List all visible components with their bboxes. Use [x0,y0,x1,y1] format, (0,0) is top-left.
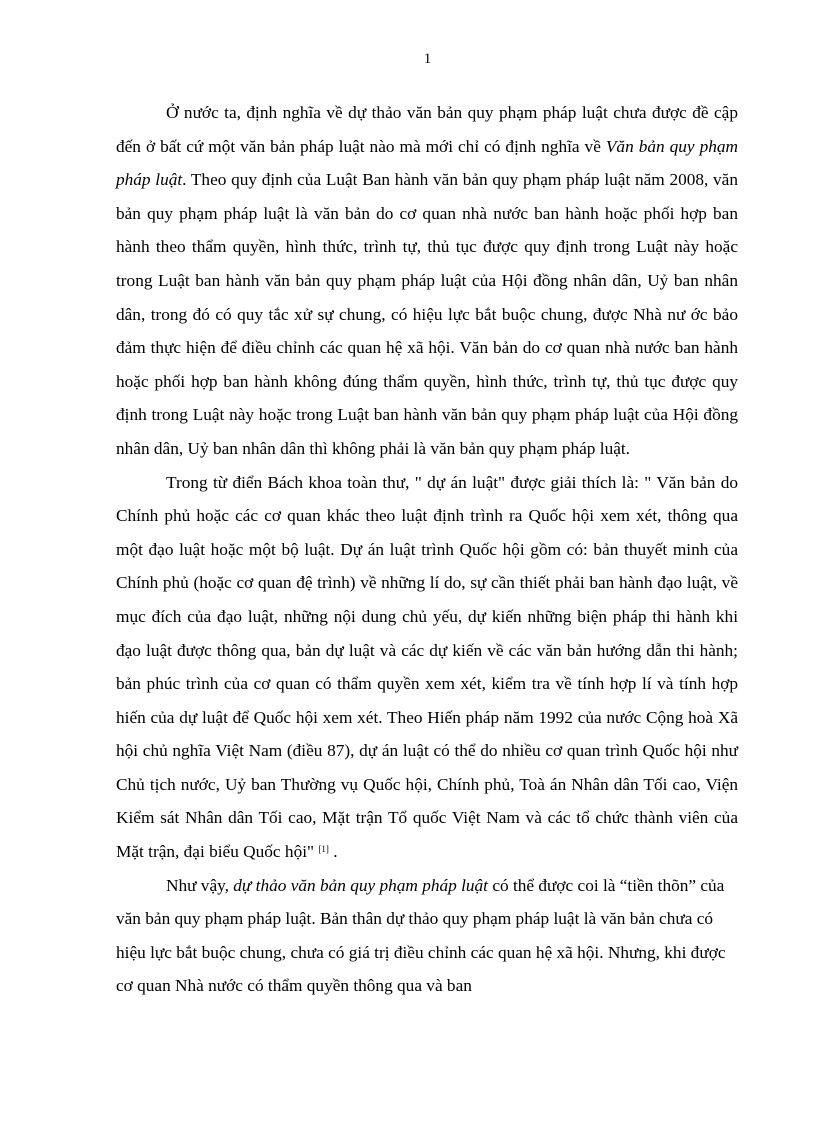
paragraph-3-text-c: có thể được coi là “tiền thõn” của văn bản quy phạm pháp luật. Bản thân dự thảo quy phạm pháp luật là văn bản chưa có hiệu lực bắt buộc chung, chưa có giá trị điều chỉnh các quan hệ xã hội. Nhưng, khi được cơ quan Nhà nước có thẩm quyền thông qua và ban [116,875,726,996]
paragraph-2-text: Trong từ điển Bách khoa toàn thư, " dự án luật" được giải thích là: " Văn bản do Chính phủ hoặc các cơ quan khác theo luật định trình ra Quốc hội xem xét, thông qua một đạo luật hoặc một bộ luật. Dự án luật trình Quốc hội gồm có: bản thuyết minh của Chính phủ (hoặc cơ quan đệ trình) về những lí do, sự cần thiết phải ban hành đạo luật, về mục đích của đạo luật, những nội dung chủ yếu, dự kiến những biện pháp thi hành khi đạo luật được thông qua, bản dự luật và các dự kiến về các văn bản hướng dẫn thi hành; bản phúc trình của cơ quan có thẩm quyền xem xét, kiểm tra về tính hợp lí và tính hợp hiến của dự luật để Quốc hội xem xét. Theo Hiến pháp năm 1992 của nước Cộng hoà Xã hội chủ nghĩa Việt Nam (điều 87), dự án luật có thể do nhiều cơ quan trình Quốc hội như Chủ tịch nước, Uỷ ban Thường vụ Quốc hội, Chính phủ, Toà án Nhân dân Tối cao, Viện Kiểm sát Nhân dân Tối cao, Mặt trận Tổ quốc Việt Nam và các tổ chức thành viên của Mặt trận, đại biểu Quốc hội" [116,472,738,862]
paragraph-2-end: . [328,842,338,862]
paragraph-3 [116,869,738,1003]
page-number: 1 [423,51,432,67]
paragraph-1-text-c: . Theo quy định của Luật Ban hành văn bản quy phạm pháp luật năm 2008, văn bản quy phạm pháp luật là văn bản do cơ quan nhà nước ban hành hoặc phối hợp ban hành theo thẩm quyền, hình thức, trình tự, thủ tục được quy định trong Luật này hoặc trong Luật ban hành văn bản quy phạm pháp luật của Hội đồng nhân dân, Uỷ ban nhân dân, trong đó có quy tắc xử sự chung, có hiệu lực bắt buộc chung, được Nhà nư ớc bảo đảm thực hiện để điều chỉnh các quan hệ xã hội. Văn bản do cơ quan nhà nước ban hành hoặc phối hợp ban hành không đúng thẩm quyền, hình thức, trình tự, thủ tục được quy định trong Luật này hoặc trong Luật ban hành văn bản quy phạm pháp luật của Hội đồng nhân dân, Uỷ ban nhân dân thì không phải là văn bản quy phạm pháp luật. [116,170,738,458]
paragraph-1 [116,96,738,466]
paragraph-1-text-a: Ở nước ta, định nghĩa về dự thảo văn bản quy phạm pháp luật chưa được đề cập đến ở bất cứ một văn bản pháp luật nào mà mới chỉ có định nghĩa về [116,103,738,156]
footnote-reference: [1] [318,844,329,855]
paragraph-3-italic-term: dự thảo văn bản quy phạm pháp luật [233,875,488,895]
document-body [116,96,738,1003]
paragraph-3-text-a: Như vậy, [166,875,234,895]
paragraph-2 [116,466,738,869]
paragraph-1-italic-term: Văn bản quy phạm pháp luật [116,136,738,190]
